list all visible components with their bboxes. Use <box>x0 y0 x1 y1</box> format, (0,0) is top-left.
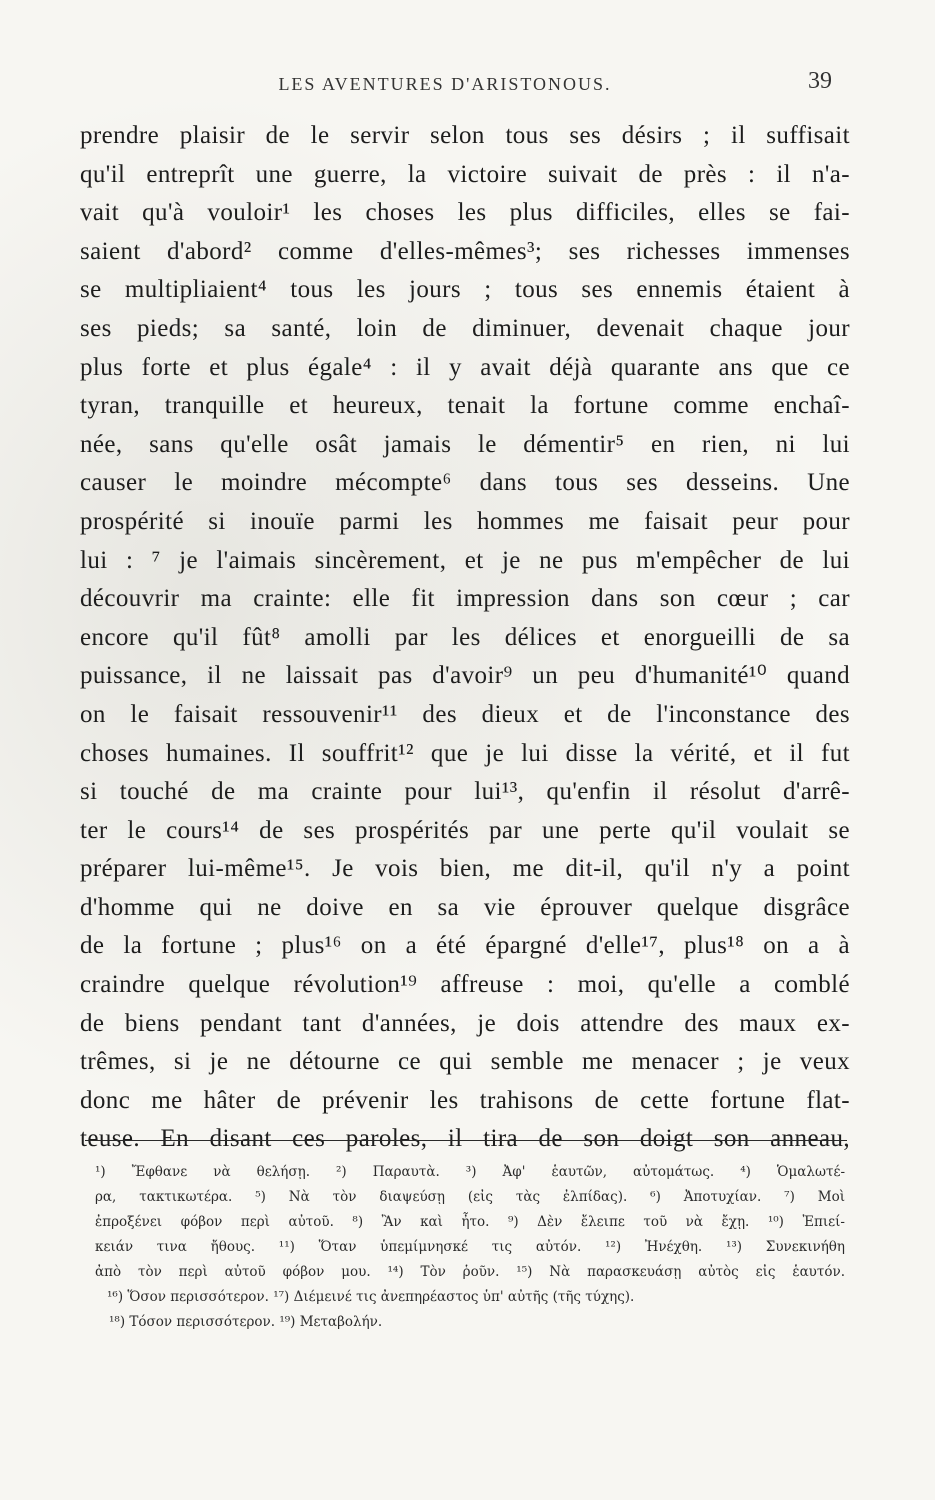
text-line: qu'il entreprît une guerre, la victoire suivait de près : il n'a- <box>80 160 850 188</box>
text-line: prospérité si inouïe parmi les hommes me faisait peur pour <box>80 507 850 535</box>
text-line: lui : ⁷ je l'aimais sincèrement, et je ne pus m'empêcher de lui <box>80 546 850 574</box>
text-line: ses pieds; sa santé, loin de diminuer, devenait chaque jour <box>80 314 850 342</box>
text-line: prendre plaisir de le servir selon tous ses désirs ; il suffisait <box>80 122 850 149</box>
footnote-line: ¹⁶) Ὅσον περισσότερον. ¹⁷) Διέμεινέ τις ἀνεπηρέαστος ὑπ' αὐτῆς (τῆς τύχης). <box>107 1289 635 1305</box>
footnote-line: ἀπὸ τὸν περὶ αὐτοῦ φόβον μου. ¹⁴) Τὸν ῥοῦν. ¹⁵) Νὰ παρασκευάσῃ αὐτὸς εἰς ἑαυτόν. <box>95 1264 845 1280</box>
text-line: ter le cours¹⁴ de ses prospérités par une perte qu'il voulait se <box>80 816 850 844</box>
text-line: saient d'abord² comme d'elles-mêmes³; ses richesses immenses <box>80 237 850 265</box>
main-text-block <box>80 117 850 1159</box>
text-line: vait qu'à vouloir¹ les choses les plus difficiles, elles se fai- <box>80 199 850 227</box>
text-line: trêmes, si je ne détourne ce qui semble me menacer ; je veux <box>80 1048 850 1076</box>
text-line: puissance, il ne laissait pas d'avoir⁹ un peu d'humanité¹⁰ quand <box>80 662 850 690</box>
text-line: de biens pendant tant d'années, je dois attendre des maux ex- <box>80 1009 850 1037</box>
text-line: craindre quelque révolution¹⁹ affreuse : moi, qu'elle a comblé <box>80 971 850 999</box>
footnote-line: κειάν τινα ἤθους. ¹¹) Ὅταν ὑπεμίμνησκέ τις αὐτόν. ¹²) Ἠνέχθη. ¹³) Συνεκινήθη <box>95 1239 845 1255</box>
text-line: si touché de ma crainte pour lui¹³, qu'enfin il résolut d'arrê- <box>80 778 850 806</box>
text-line: on le faisait ressouvenir¹¹ des dieux et de l'inconstance des <box>80 700 850 728</box>
footnote-line: ¹⁸) Τόσον περισσότερον. ¹⁹) Μεταβολήν. <box>109 1314 383 1330</box>
text-line: découvrir ma crainte: elle fit impression dans son cœur ; car <box>80 585 850 613</box>
text-line: née, sans qu'elle osât jamais le démentir⁵ en rien, ni lui <box>80 430 850 458</box>
text-line: se multipliaient⁴ tous les jours ; tous ses ennemis étaient à <box>80 276 850 304</box>
text-line: choses humaines. Il souffrit¹² que je lui disse la vérité, et il fut <box>80 739 850 767</box>
footnote-line: ¹) Ἔφθανε νὰ θελήσῃ. ²) Παραυτὰ. ³) Ἀφ' ἑαυτῶν, αὐτομάτως. ⁴) Ὁμαλωτέ- <box>95 1164 845 1180</box>
text-line: plus forte et plus égale⁴ : il y avait déjà quarante ans que ce <box>80 353 850 381</box>
text-line: causer le moindre mécompte⁶ dans tous ses desseins. Une <box>80 469 850 497</box>
footnote-line: ρα, τακτικωτέρα. ⁵) Νὰ τὸν διαψεύσῃ (εἰς τὰς ἐλπίδας). ⁶) Ἀποτυχίαν. ⁷) Μοὶ <box>95 1189 845 1205</box>
text-line: de la fortune ; plus¹⁶ on a été épargné d'elle¹⁷, plus¹⁸ on a à <box>80 932 850 960</box>
text-line: teuse. En disant ces paroles, il tira de son doigt son anneau, <box>80 1125 850 1153</box>
footnote-separator-rule <box>85 1140 847 1141</box>
running-head: LES AVENTURES D'ARISTONOUS. <box>278 74 612 94</box>
page-number: 39 <box>808 68 832 94</box>
text-line: encore qu'il fût⁸ amolli par les délices et enorgueilli de sa <box>80 623 850 651</box>
footnote-line: ἐπροξένει φόβον περὶ αὐτοῦ. ⁸) Ἂν καὶ ἦτο. ⁹) Δὲν ἔλειπε τοῦ νὰ ἔχῃ. ¹⁰) Ἐπιεί- <box>95 1214 845 1230</box>
footnotes-block <box>95 1160 845 1335</box>
text-line: tyran, tranquille et heureux, tenait la fortune comme enchaî- <box>80 392 850 420</box>
text-line: d'homme qui ne doive en sa vie éprouver quelque disgrâce <box>80 893 850 921</box>
text-line: donc me hâter de prévenir les trahisons de cette fortune flat- <box>80 1086 850 1114</box>
text-line: préparer lui-même¹⁵. Je vois bien, me dit-il, qu'il n'y a point <box>80 855 850 883</box>
